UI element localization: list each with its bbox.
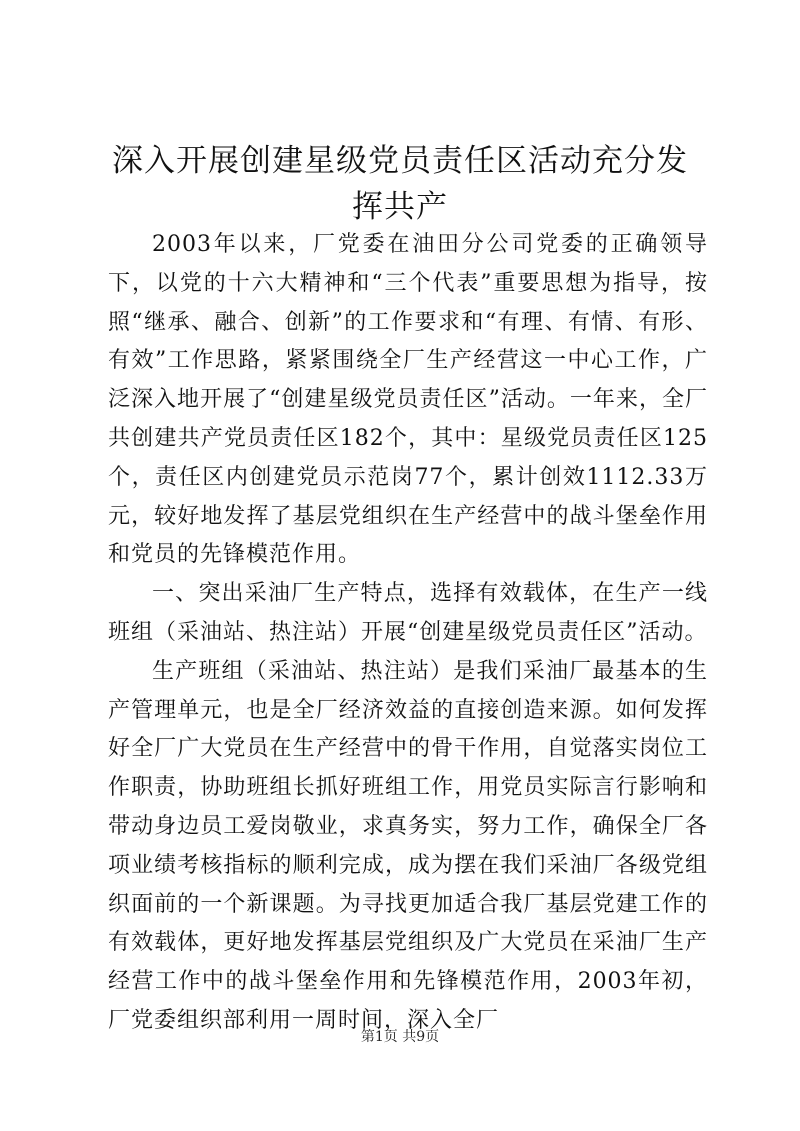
paragraph-production-teams: 生产班组（采油站、热注站）是我们采油厂最基本的生产管理单元，也是全厂经济效益的直接创造来源。如何发挥好全厂广大党员在生产经营中的骨干作用，自觉落实岗位工作职责，协助班组长抓好班组工作，用党员实际言行影响和带动身边员工爱岗敬业，求真务实，努力工作，确保全厂各项业绩考核指标的顺利完成，成为摆在我们采油厂各级党组织面前的一个新课题。为寻找更加适合我厂基层党建工作的有效载体，更好地发挥基层党组织及广大党员在采油厂生产经营工作中的战斗堡垒作用和先锋模范作用，2003年初，厂党委组织部利用一周时间，深入全厂 — [108, 658, 708, 1033]
document-body — [108, 226, 708, 1041]
paragraph-section-heading: 一、突出采油厂生产特点，选择有效载体，在生产一线班组（采油站、热注站）开展“创建星级党员责任区”活动。 — [108, 581, 708, 645]
paragraph-intro: 2003年以来，厂党委在油田分公司党委的正确领导下，以党的十六大精神和“三个代表”重要思想为指导，按照“继承、融合、创新”的工作要求和“有理、有情、有形、有效”工作思路，紧紧围绕全厂生产经营这一中心工作，广泛深入地开展了“创建星级党员责任区”活动。一年来，全厂共创建共产党员责任区182个，其中：星级党员责任区125个，责任区内创建党员示范岗77个，累计创效1112.33万元，较好地发挥了基层党组织在生产经营中的战斗堡垒作用和党员的先锋模范作用。 — [108, 232, 708, 568]
page-number-footer: 第1页 共9页 — [360, 1029, 440, 1045]
document-title: 深入开展创建星级党员责任区活动充分发挥共产 — [112, 143, 688, 225]
